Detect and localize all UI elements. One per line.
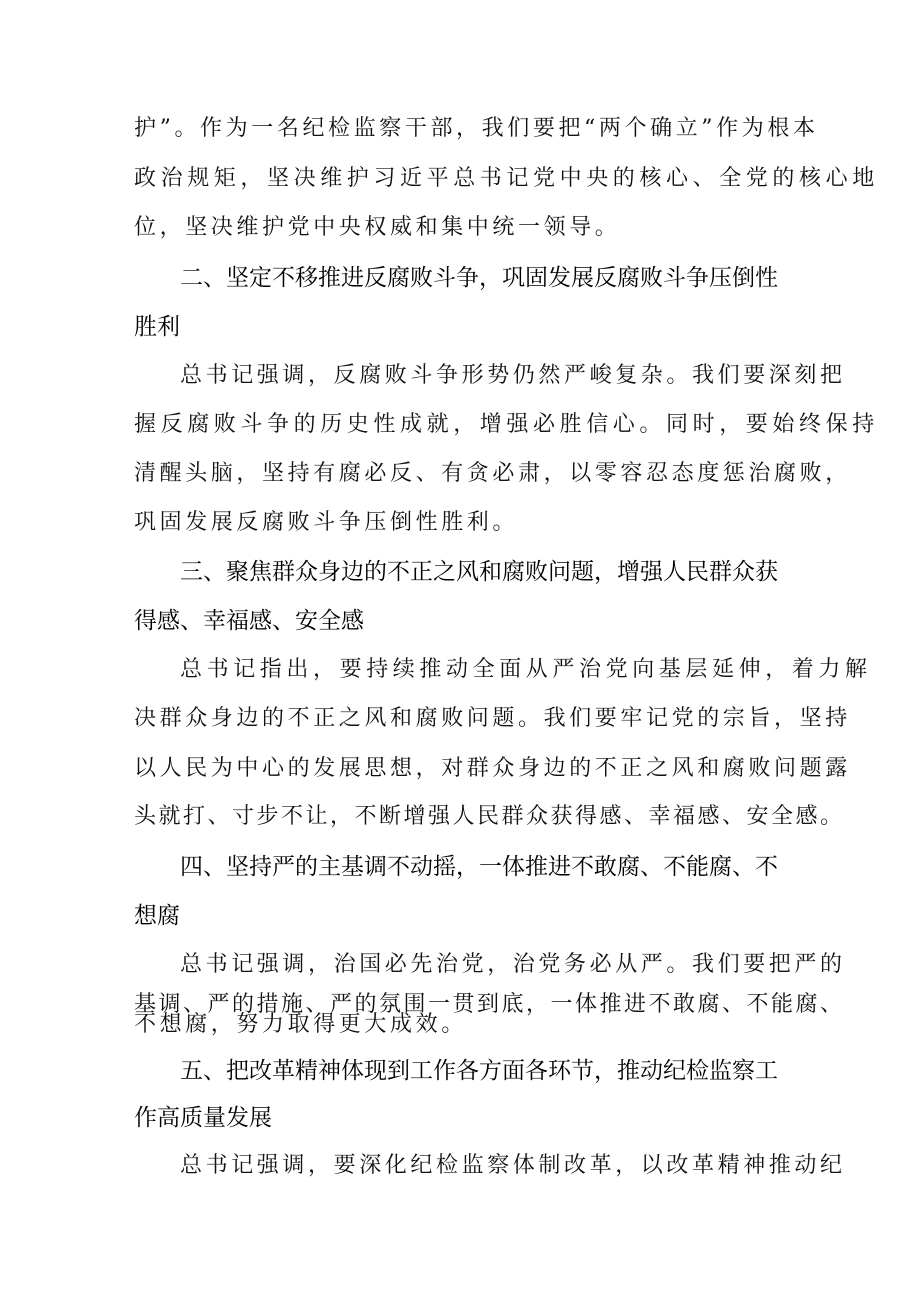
section-heading: 胜利 (134, 314, 180, 340)
paragraph-line: 护”。作为一名纪检监察干部，我们要把“两个确立”作为根本 (134, 116, 819, 141)
paragraph-line: 头就打、寸步不让，不断增强人民群众获得感、幸福感、安全感。 (134, 804, 845, 829)
paragraph-line: 决群众身边的不正之风和腐败问题。我们要牢记党的宗旨，坚持 (134, 706, 851, 731)
section-heading: 想腐 (134, 903, 180, 929)
paragraph-line: 以人民为中心的发展思想，对群众身边的不正之风和腐败问题露 (134, 756, 851, 781)
paragraph-line: 清醒头脑，坚持有腐必反、有贪必肃，以零容忍态度惩治腐败， (134, 461, 851, 486)
paragraph-line: 巩固发展反腐败斗争压倒性胜利。 (134, 510, 519, 535)
paragraph-line: 政治规矩，坚决维护习近平总书记党中央的核心、全党的核心地 (134, 166, 879, 191)
section-heading: 四、坚持严的主基调不动摇，一体推进不敢腐、不能腐、不 (180, 854, 778, 880)
section-heading: 得感、幸福感、安全感 (134, 608, 364, 634)
paragraph-line: 总书记强调，反腐败斗争形势仍然严峻复杂。我们要深刻把 (180, 363, 846, 388)
section-heading: 三、聚焦群众身边的不正之风和腐败问题，增强人民群众获 (180, 559, 778, 585)
paragraph-line: 基调、严的措施、严的氛围一贯到底，一体推进不敢腐、不能腐、 (134, 992, 845, 1017)
paragraph-line: 总书记指出，要持续推动全面从严治党向基层延伸，着力解 (180, 657, 872, 682)
section-heading: 二、坚定不移推进反腐败斗争，巩固发展反腐败斗争压倒性 (180, 265, 778, 291)
paragraph-line: 握反腐败斗争的历史性成就，增强必胜信心。同时，要始终保持 (134, 412, 879, 437)
paragraph-line: 不想腐，努力取得更大成效。 (134, 1012, 467, 1037)
paragraph-line: 总书记强调，要深化纪检监察体制改革，以改革精神推动纪 (180, 1153, 846, 1178)
section-heading: 作高质量发展 (134, 1105, 272, 1131)
paragraph-line: 总书记强调，治国必先治党，治党务必从严。我们要把严的 (180, 952, 846, 977)
section-heading: 五、把改革精神体现到工作各方面各环节，推动纪检监察工 (180, 1058, 778, 1084)
paragraph-line: 位，坚决维护党中央权威和集中统一领导。 (134, 215, 621, 240)
